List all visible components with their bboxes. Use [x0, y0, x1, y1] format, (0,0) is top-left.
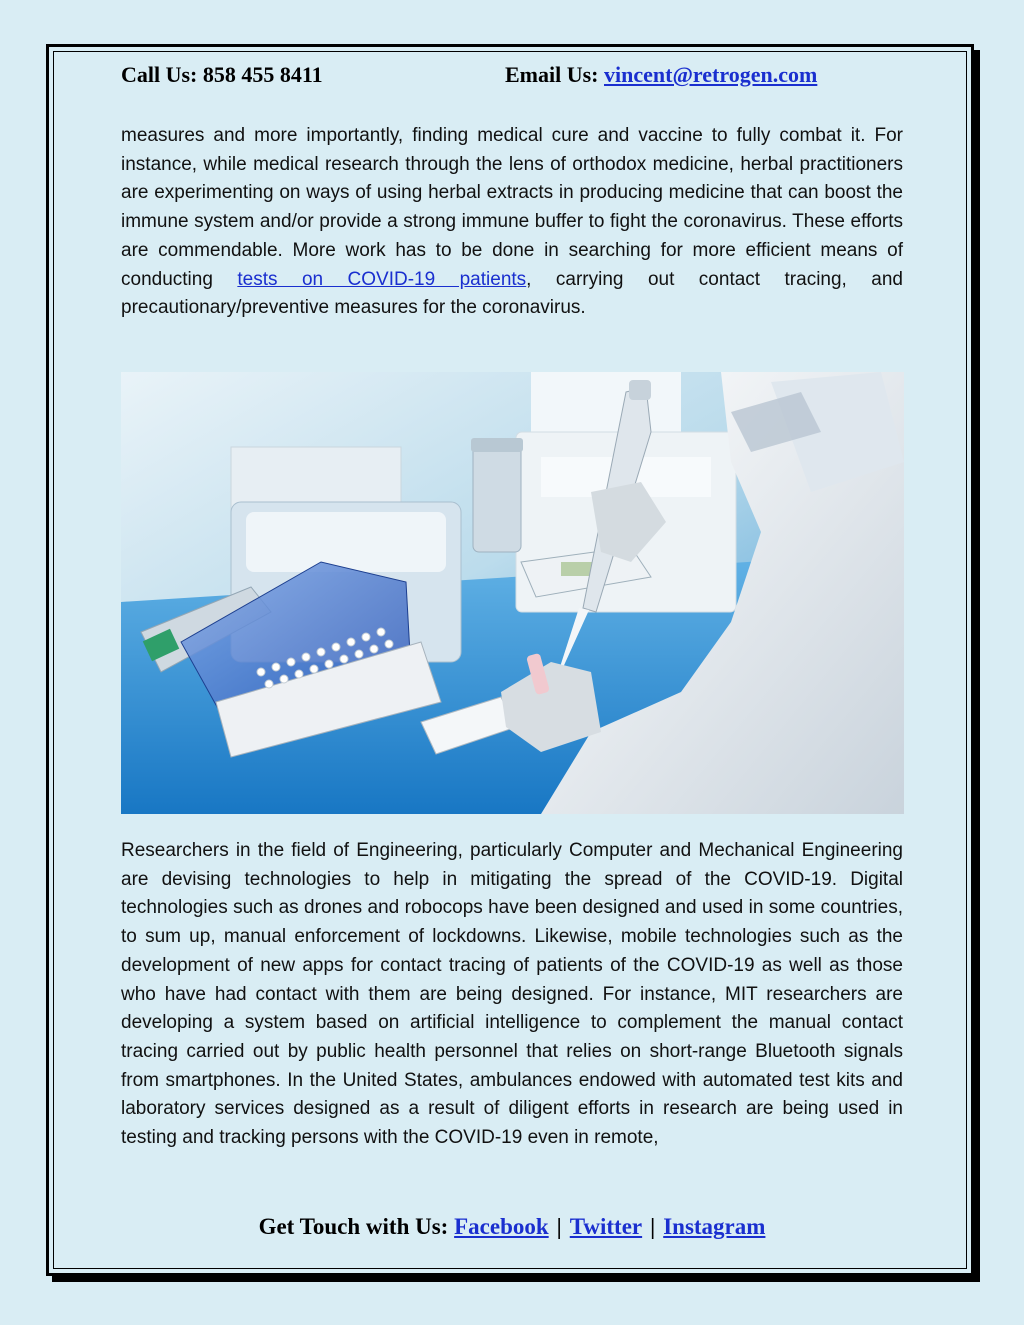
separator: | [556, 1214, 562, 1239]
twitter-link[interactable]: Twitter [569, 1214, 643, 1239]
facebook-link[interactable]: Facebook [454, 1214, 549, 1239]
paragraph-one-text-end: , carrying out contact tracing, and precautionary/preventive measures for the coronavirus. [121, 268, 903, 319]
email-us-group [505, 62, 817, 88]
get-touch-label: Get Touch with Us: [258, 1214, 449, 1239]
paragraph-one [121, 122, 903, 323]
contact-header [121, 62, 901, 92]
lab-research-photo [121, 372, 904, 814]
social-footer [0, 1214, 1024, 1240]
covid-tests-link[interactable]: tests on COVID-19 patients [237, 268, 527, 290]
email-us-label: Email Us: [505, 62, 599, 87]
instagram-link[interactable]: Instagram [663, 1214, 766, 1239]
call-us-text: Call Us: 858 455 8411 [121, 62, 323, 87]
paragraph-two: Researchers in the field of Engineering, particularly Computer and Mechanical Engineering are devising technologies to help in mitigating the spread of the COVID-19. Digital technologies such as drones and robocops have been designed and used in some countries, to sum up, manual enforcement of lockdowns. Likewise, mobile technologies such as the development of new apps for contact tracing of patients of the COVID-19 as well as those who have had contact with them are being designed. For instance, MIT researchers are developing a system based on artificial intelligence to complement the manual contact tracing carried out by public health personnel that relies on short-range Bluetooth signals from smartphones. In the United States, ambulances endowed with automated test kits and laboratory services designed as a result of diligent efforts in research are being used in testing and tracking persons with the COVID-19 even in remote, [121, 840, 903, 1149]
paragraph-one-text-start: measures and more importantly, finding medical cure and vaccine to fully combat it. For instance, while medical research through the lens of orthodox medicine, herbal practitioners are experimenting on ways of using herbal extracts in producing medicine that can boost the immune system and/or provide a strong immune buffer to fight the coronavirus. These efforts are commendable. More work has to be done in searching for more efficient means of conducting [121, 125, 903, 290]
separator: | [650, 1214, 656, 1239]
email-link[interactable]: vincent@retrogen.com [604, 62, 818, 87]
